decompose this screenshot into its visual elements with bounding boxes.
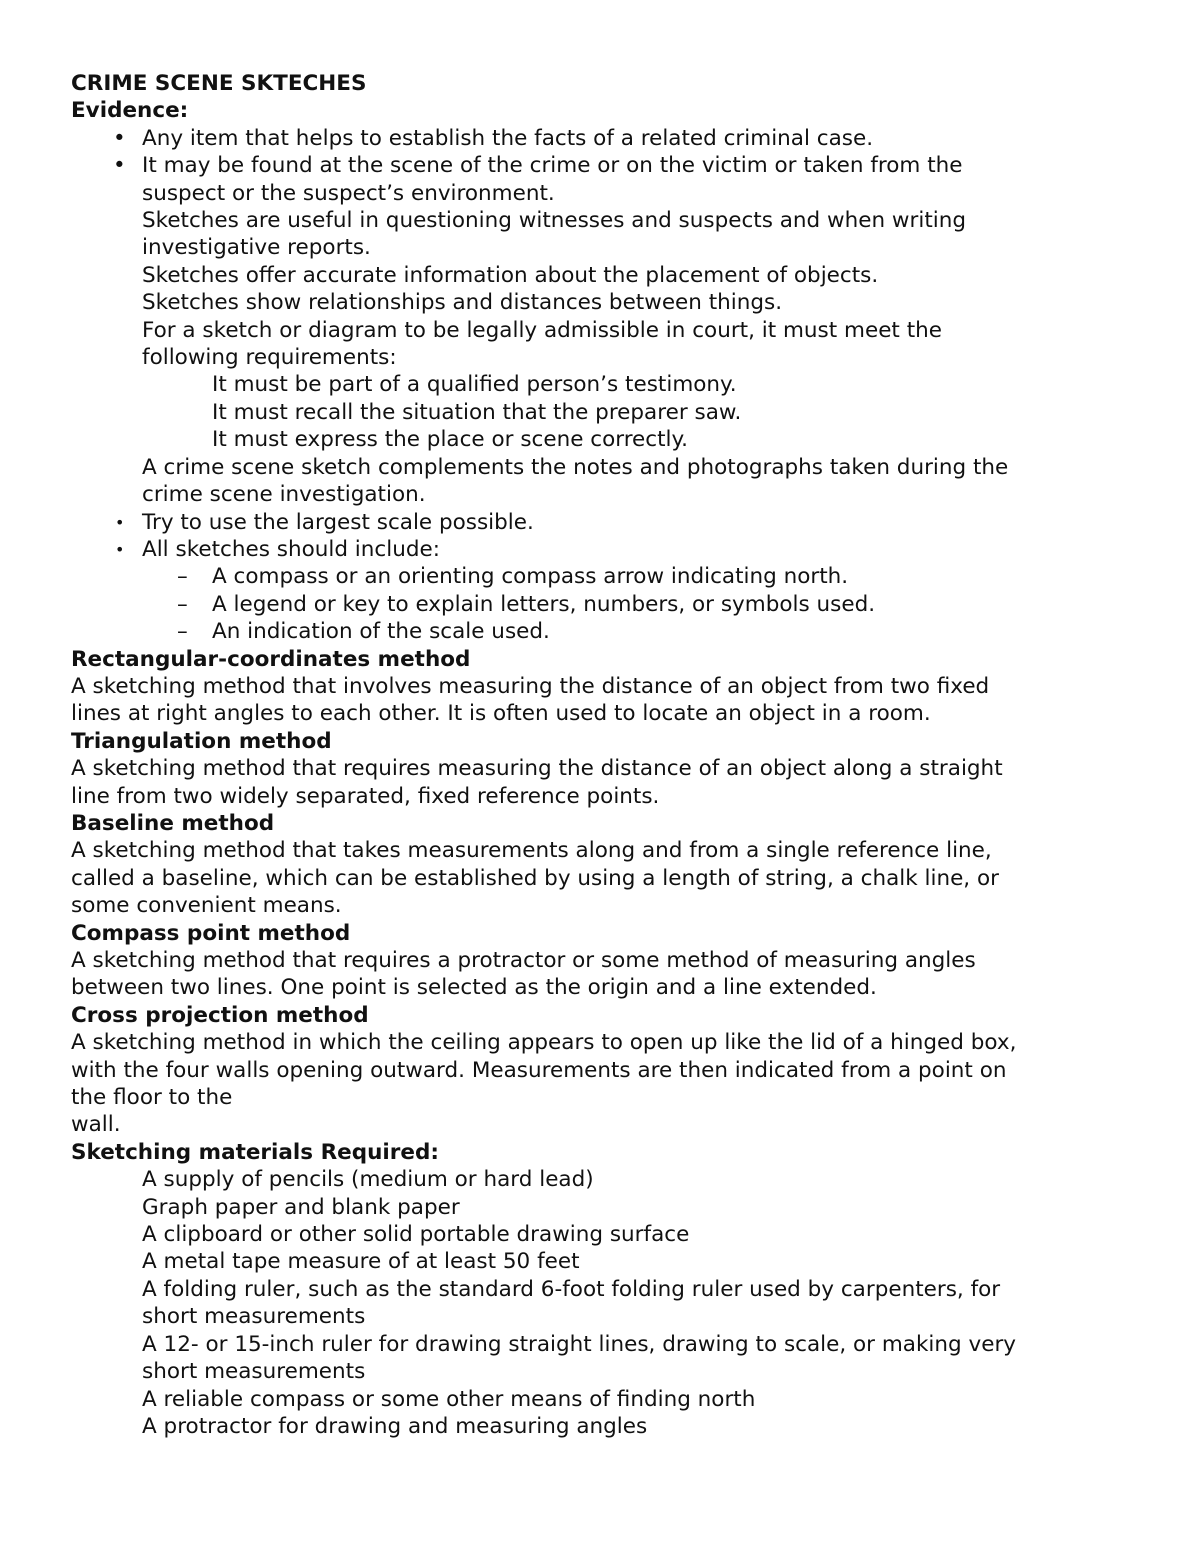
requirement-item: It must recall the situation that the preparer saw. (212, 399, 742, 425)
bullet-icon: • (115, 512, 125, 532)
document-title: CRIME SCENE SKTECHES (71, 71, 367, 96)
sketch-line: For a sketch or diagram to be legally admissible in court, it must meet the (142, 317, 942, 343)
method-text: A sketching method that takes measurements along and from a single reference line, (71, 838, 992, 864)
sketch-line: following requirements: (142, 345, 397, 371)
evidence-bullet-2-continued: suspect or the suspect’s environment. (142, 180, 555, 206)
bullet-icon: • (115, 539, 125, 559)
method-text: A sketching method that requires a protractor or some method of measuring angles (71, 948, 976, 973)
evidence-bullet-text: It may be found at the scene of the crime or on the victim or taken from the (142, 153, 963, 179)
include-item (71, 563, 1120, 590)
material-item: short measurements (142, 1304, 366, 1330)
method-text: some convenient means. (71, 893, 342, 919)
method-text: A sketching method in which the ceiling appears to open up like the lid of a hinged box, (71, 1030, 1017, 1056)
complement-line: A crime scene sketch complements the notes and photographs taken during the (142, 454, 1009, 480)
include-item-text: A compass or an orienting compass arrow indicating north. (212, 564, 849, 590)
material-item: A supply of pencils (medium or hard lead) (142, 1167, 594, 1193)
material-item: Graph paper and blank paper (142, 1194, 460, 1220)
sketch-line: investigative reports. (142, 235, 371, 261)
method-heading-rectangular: Rectangular-coordinates method (71, 646, 471, 672)
include-bullet-text: All sketches should include: (142, 536, 440, 562)
method-heading-baseline: Baseline method (71, 810, 275, 836)
material-item: A clipboard or other solid portable drawing surface (142, 1222, 690, 1248)
dash-icon: – (177, 591, 188, 617)
method-text: lines at right angles to each other. It is often used to locate an object in a room. (71, 701, 931, 727)
method-text: between two lines. One point is selected as the origin and a line extended. (71, 975, 877, 1001)
bullet-icon: • (113, 125, 126, 151)
include-item (71, 591, 1120, 618)
material-item: A reliable compass or some other means of finding north (142, 1386, 756, 1412)
scale-bullet (71, 509, 1120, 536)
sketch-line: Sketches offer accurate information about the placement of objects. (142, 262, 879, 288)
method-text: called a baseline, which can be established by using a length of string, a chalk line, or (71, 865, 999, 891)
method-heading-cross-projection: Cross projection method (71, 1002, 369, 1028)
material-item: A folding ruler, such as the standard 6-foot folding ruler used by carpenters, for (142, 1276, 1001, 1302)
requirement-item: It must express the place or scene correctly. (212, 427, 689, 453)
complement-line: crime scene investigation. (142, 482, 426, 508)
scale-bullet-text: Try to use the largest scale possible. (142, 509, 534, 535)
include-bullet (71, 536, 1120, 563)
dash-icon: – (177, 619, 188, 645)
bullet-icon: • (113, 153, 126, 179)
method-text: line from two widely separated, fixed reference points. (71, 783, 660, 809)
evidence-heading: Evidence: (71, 98, 189, 124)
method-heading-triangulation: Triangulation method (71, 728, 332, 754)
method-text: A sketching method that requires measuring the distance of an object along a straight (71, 756, 1003, 782)
include-item-text: A legend or key to explain letters, numbers, or symbols used. (212, 591, 876, 617)
include-item (71, 618, 1120, 645)
material-item: A metal tape measure of at least 50 feet (142, 1249, 580, 1275)
sketch-line: Sketches are useful in questioning witnesses and suspects and when writing (142, 208, 967, 234)
material-item: A 12- or 15-inch ruler for drawing straight lines, drawing to scale, or making very (142, 1331, 1017, 1357)
method-text: with the four walls opening outward. Measurements are then indicated from a point on (71, 1057, 1007, 1083)
evidence-bullet-text: Any item that helps to establish the facts of a related criminal case. (142, 125, 874, 151)
evidence-bullet-1 (71, 125, 1120, 152)
material-item: A protractor for drawing and measuring angles (142, 1413, 648, 1439)
method-text: wall. (71, 1112, 121, 1138)
dash-icon: – (177, 564, 188, 590)
method-text: the floor to the (71, 1085, 233, 1111)
method-text: A sketching method that involves measuring the distance of an object from two fixed (71, 673, 990, 699)
materials-heading: Sketching materials Required: (71, 1139, 439, 1165)
method-heading-compass-point: Compass point method (71, 920, 351, 946)
evidence-bullet-2 (71, 152, 1120, 179)
material-item: short measurements (142, 1359, 366, 1385)
requirement-item: It must be part of a qualified person’s testimony. (212, 372, 737, 398)
include-item-text: An indication of the scale used. (212, 619, 550, 645)
sketch-line: Sketches show relationships and distances between things. (142, 290, 783, 316)
